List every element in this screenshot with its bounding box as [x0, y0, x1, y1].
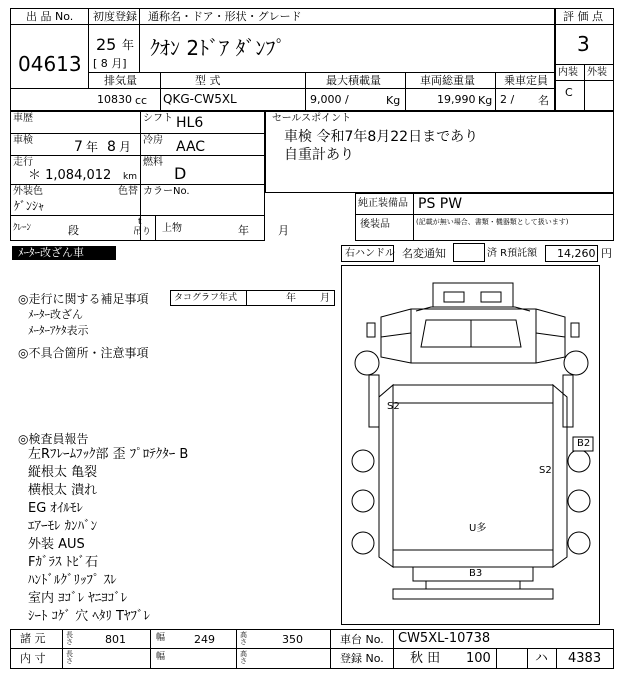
recycle-amount: 14,260: [557, 247, 596, 260]
dims-label: 諸 元: [20, 632, 46, 645]
driving-line-2: ﾒｰﾀｰｱｹﾀ表示: [28, 324, 89, 337]
inspection-month: 8: [107, 139, 116, 155]
mark-u: U多: [469, 523, 487, 534]
mark-s2-right: S2: [539, 465, 552, 476]
car-name-label: 通称名・ドア・形状・グレード: [148, 10, 302, 23]
registration-kana: ハ: [535, 651, 549, 666]
year-unit: 年: [122, 38, 135, 52]
upper-body-label: 上物: [162, 223, 182, 234]
color-value: ｹﾞﾝｼｬ: [14, 199, 45, 213]
displacement-value: 10830: [97, 93, 132, 106]
inspector-line-3: 横根太 潰れ: [28, 483, 98, 498]
car-name: ｸｵﾝ 2ﾄﾞｱ ﾀﾞﾝﾌﾟ: [150, 36, 286, 60]
ac-value: AAC: [176, 139, 206, 155]
inspector-heading: ◎検査員報告: [18, 432, 89, 446]
name-change-label: 名変通知: [402, 247, 446, 260]
displacement-unit: cc: [135, 94, 148, 107]
upper-body-year-unit: 年: [238, 224, 249, 237]
registration-class: 100: [466, 651, 491, 666]
inspector-line-4: EG ｵｲﾙﾓﾚ: [28, 501, 83, 516]
length-label: 長さ: [66, 631, 73, 646]
inspector-line-5: ｴｱｰﾓﾚ ｶﾝﾊﾞﾝ: [28, 519, 98, 534]
capacity-label: 乗車定員: [504, 74, 548, 87]
recycle-unit: 円: [601, 247, 612, 260]
inspection-label: 車検: [13, 135, 33, 146]
displacement-label: 排気量: [104, 74, 137, 87]
tachograph-month-unit: 月: [320, 293, 330, 304]
max-load-value: 9,000 /: [310, 93, 349, 106]
crane-label: ｸﾚｰﾝ: [13, 223, 32, 233]
tachograph-year-unit: 年: [286, 293, 296, 304]
interior-width-label: 幅: [156, 652, 166, 662]
color-change-label: 色替: [118, 186, 138, 197]
registration-number-label: 登録 No.: [340, 652, 384, 665]
capacity-value: 2 /: [500, 93, 515, 106]
options-value: PS PW: [418, 196, 463, 212]
exterior-label: 外装: [587, 67, 607, 78]
interior-label: 内装: [558, 67, 578, 78]
model-value: QKG-CW5XL: [163, 92, 237, 106]
name-change-box: [453, 243, 485, 262]
mileage-value: ＊ 1,084,012: [28, 168, 112, 183]
registration-area: 秋 田: [410, 651, 441, 666]
inspector-line-1: 左Rﾌﾚｰﾑﾌｯｸ部 歪 ﾌﾟﾛﾃｸﾀｰ B: [28, 447, 189, 462]
fuel-value: D: [174, 164, 187, 183]
inspection-year: 7: [74, 139, 83, 155]
inspector-line-9: 室内 ﾖｺﾞﾚ ﾔﾆﾖｺﾞﾚ: [28, 591, 128, 606]
max-load-label: 最大積載量: [326, 74, 381, 87]
inspection-year-unit: 年: [86, 140, 99, 154]
mark-s2-left: S2: [387, 401, 400, 412]
chassis-number: CW5XL-10738: [398, 631, 491, 646]
width-label: 幅: [156, 633, 166, 643]
footer-frame: [10, 629, 614, 669]
mark-b2: B2: [577, 438, 591, 449]
sales-point-line1: 車検 令和7年8月22日まであり: [284, 129, 479, 145]
meter-tampered-text: ﾒｰﾀｰ改ざん車: [18, 246, 84, 259]
first-registration-label: 初度登録: [93, 10, 137, 23]
right-hand-drive-label: 右ハンドル: [345, 248, 395, 259]
color-number-label: カラーNo.: [143, 186, 190, 197]
lot-number: 04613: [18, 52, 82, 76]
mark-b3: B3: [469, 568, 483, 579]
crane-lift-unit: 吊り: [133, 227, 152, 237]
max-load-unit: Kg: [386, 94, 401, 107]
height-value: 350: [282, 633, 303, 646]
interior-height-label: 高さ: [240, 650, 247, 665]
sales-point-line2: 自重計あり: [284, 147, 354, 163]
sales-point-label: セールスポイント: [272, 113, 352, 124]
defects-heading: ◎不具合箇所・注意事項: [18, 346, 149, 360]
capacity-unit: 名: [538, 94, 549, 107]
shift-label: シフト: [143, 113, 173, 124]
upper-body-month-unit: 月: [278, 224, 289, 237]
inspector-line-10: ｼｰﾄ ｺｹﾞ 穴 ﾍﾀﾘ Tﾔﾌﾞﾚ: [28, 609, 150, 624]
chassis-label: 車台 No.: [340, 633, 384, 646]
registration-month: [ 8 月]: [93, 57, 127, 70]
ac-label: 冷房: [143, 135, 163, 146]
interior-grade: C: [565, 86, 573, 99]
options-label: 純正装備品: [358, 198, 408, 209]
crane-stage-unit: 段: [68, 224, 79, 237]
interior-length-label: 長さ: [66, 650, 73, 665]
interior-dims-label: 内 寸: [20, 652, 46, 665]
height-label: 高さ: [240, 631, 247, 646]
mileage-label: 走行: [13, 157, 33, 168]
registration-year: 25: [96, 35, 117, 54]
gross-weight-unit: Kg: [478, 94, 493, 107]
inspector-line-2: 縦根太 亀裂: [28, 465, 98, 480]
history-label: 車歴: [13, 113, 33, 124]
driving-line-1: ﾒｰﾀｰ改ざん: [28, 308, 83, 321]
gross-weight-label: 車両総重量: [420, 74, 475, 87]
recycle-label: 済 R預託額: [487, 248, 538, 259]
fuel-label: 燃料: [143, 157, 163, 168]
inspector-line-6: 外装 AUS: [28, 537, 85, 552]
model-label: 型 式: [195, 74, 221, 87]
inspector-line-8: ﾊﾝﾄﾞﾙｸﾞﾘｯﾌﾟ ｽﾚ: [28, 573, 117, 588]
aftermarket-note: (記載が無い場合、書類・機器類として扱います): [416, 218, 569, 226]
registration-number: 4383: [568, 651, 602, 666]
score-value: 3: [577, 32, 590, 56]
inspector-line-7: Fｶﾞﾗｽ ﾄﾋﾞ石: [28, 555, 99, 570]
mileage-unit: km: [123, 172, 137, 182]
shift-value: HL6: [176, 115, 204, 131]
width-value: 249: [194, 633, 215, 646]
length-value: 801: [105, 633, 126, 646]
lot-label: 出 品 No.: [26, 10, 74, 23]
driving-remarks-heading: ◎走行に関する補足事項: [18, 292, 149, 306]
inspection-month-unit: 月: [119, 140, 132, 154]
tachograph-label: タコグラフ年式: [174, 293, 238, 303]
meter-tampered-banner: [12, 246, 116, 260]
score-label: 評 価 点: [563, 10, 603, 23]
gross-weight-value: 19,990: [437, 93, 476, 106]
color-label: 外装色: [13, 186, 43, 197]
crane-ton-unit: t: [138, 217, 142, 227]
aftermarket-label: 後装品: [360, 219, 390, 230]
